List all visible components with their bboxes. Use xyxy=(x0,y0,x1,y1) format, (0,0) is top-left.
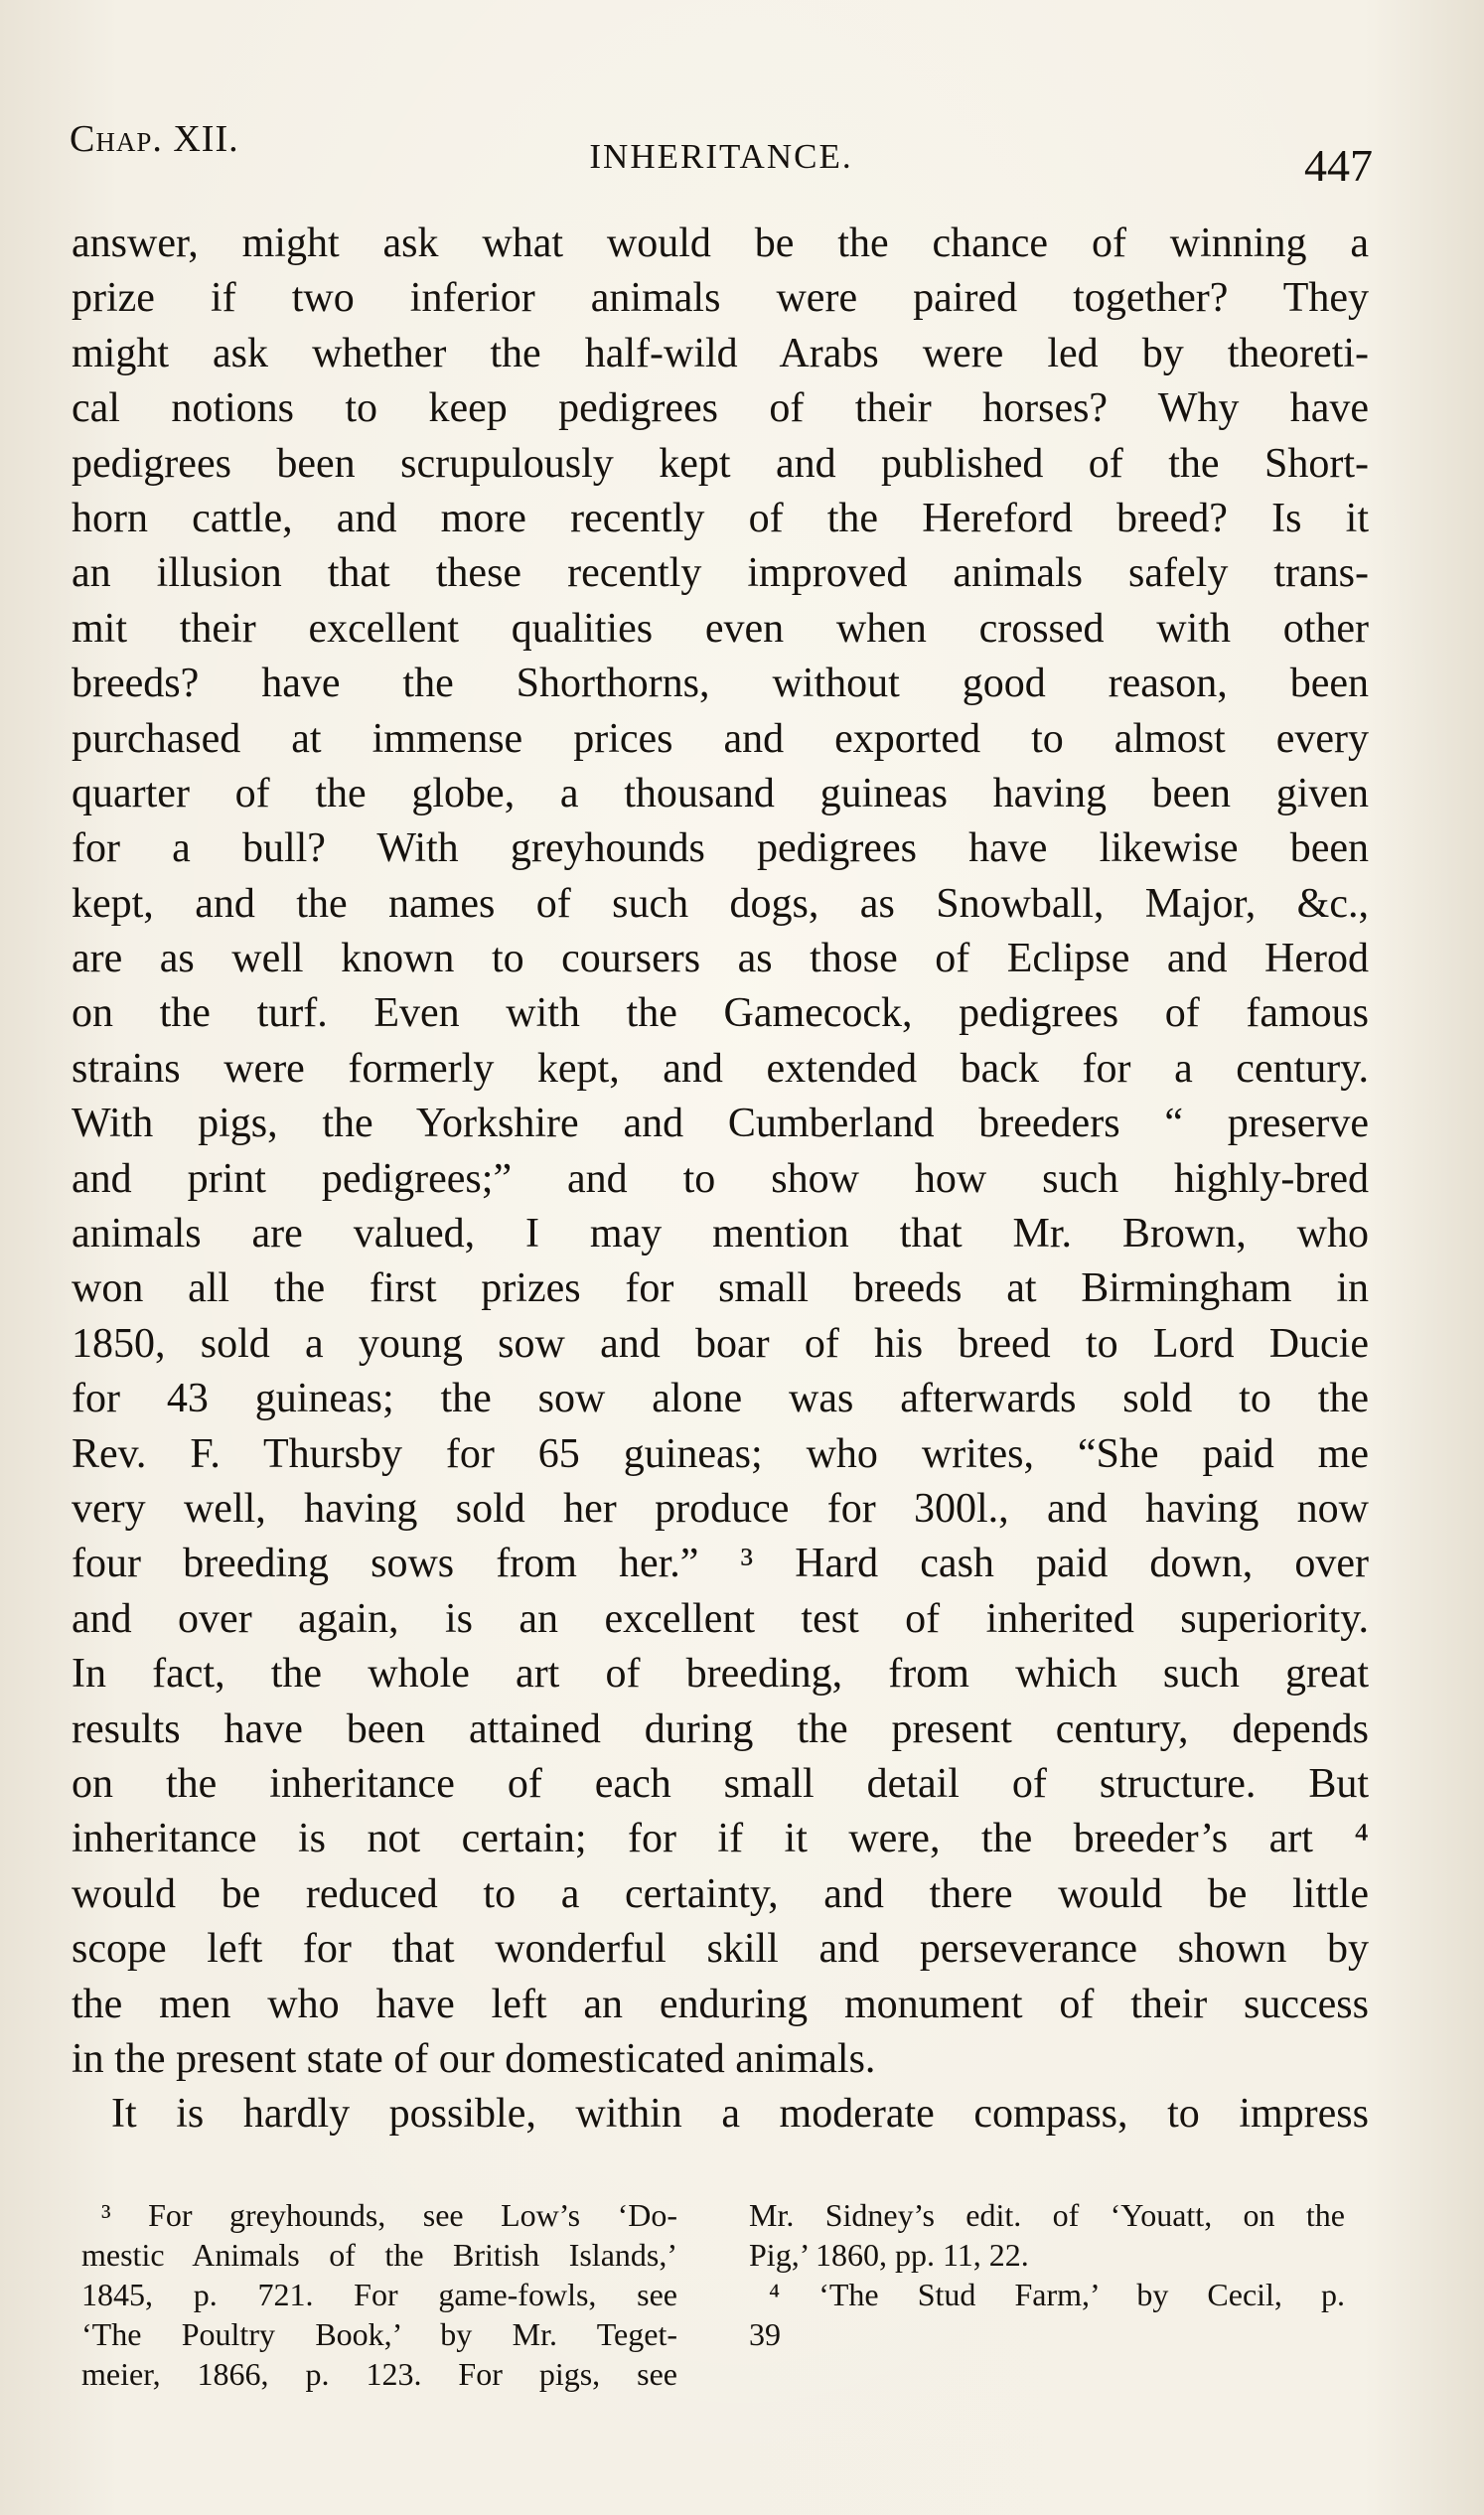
text-line: and print pedigrees;” and to show how such highly-bred xyxy=(72,1155,1369,1202)
text-line: horn cattle, and more recently of the Hereford breed? Is it xyxy=(72,495,1369,541)
chapter-label: Chap. XII. xyxy=(70,118,239,160)
footnote-line: Pig,’ 1860, pp. 11, 22. xyxy=(749,2237,1029,2273)
text-line: on the inheritance of each small detail of structure. But xyxy=(72,1760,1369,1807)
text-line: the men who have left an enduring monument of their success xyxy=(72,1981,1369,2027)
text-line: for a bull? With greyhounds pedigrees have likewise been xyxy=(72,825,1369,872)
text-line: cal notions to keep pedigrees of their horses? Why have xyxy=(72,385,1369,432)
text-line: would be reduced to a certainty, and there would be little xyxy=(72,1870,1369,1917)
text-line: breeds? have the Shorthorns, without good reason, been xyxy=(72,661,1369,707)
footnote-line: mestic Animals of the British Islands,’ xyxy=(81,2237,677,2273)
text-line: scope left for that wonderful skill and perseverance shown by xyxy=(72,1926,1369,1973)
text-line: very well, having sold her produce for 300l., and having now xyxy=(72,1485,1369,1532)
text-line: mit their excellent qualities even when crossed with other xyxy=(72,605,1369,652)
text-line: on the turf. Even with the Gamecock, pedigrees of famous xyxy=(72,990,1369,1037)
text-line: prize if two inferior animals were paired together? They xyxy=(72,275,1369,322)
text-line: kept, and the names of such dogs, as Snowball, Major, &c., xyxy=(72,880,1369,927)
footnote-line: 39 xyxy=(749,2316,781,2352)
footnote-line: ⁴ ‘The Stud Farm,’ by Cecil, p. xyxy=(769,2277,1345,2312)
text-line: and over again, is an excellent test of inherited superiority. xyxy=(72,1595,1369,1642)
text-line: four breeding sows from her.” ³ Hard cash paid down, over xyxy=(72,1541,1369,1587)
footnote-column-right xyxy=(749,2195,1345,2354)
running-title: INHERITANCE. xyxy=(589,137,853,176)
page-number: 447 xyxy=(1304,140,1373,191)
footnote-line: Mr. Sidney’s edit. of ‘Youatt, on the xyxy=(749,2197,1345,2233)
text-line: inheritance is not certain; for if it were, the breeder’s art ⁴ xyxy=(72,1816,1369,1862)
footnote-line: ³ For greyhounds, see Low’s ‘Do- xyxy=(101,2197,677,2233)
text-line: strains were formerly kept, and extended back for a century. xyxy=(72,1045,1369,1092)
footnote-line: ‘The Poultry Book,’ by Mr. Teget- xyxy=(81,2316,677,2352)
text-line: purchased at immense prices and exported to almost every xyxy=(72,715,1369,762)
text-line: quarter of the globe, a thousand guineas having been given xyxy=(72,770,1369,816)
text-line: might ask whether the half-wild Arabs were led by theoreti- xyxy=(72,330,1369,376)
text-line: an illusion that these recently improved animals safely trans- xyxy=(72,550,1369,597)
text-line: results have been attained during the present century, depends xyxy=(72,1705,1369,1752)
text-line: In fact, the whole art of breeding, from which such great xyxy=(72,1651,1369,1698)
text-line: animals are valued, I may mention that Mr. Brown, who xyxy=(72,1211,1369,1258)
text-line: 1850, sold a young sow and boar of his breed to Lord Ducie xyxy=(72,1320,1369,1367)
text-line: won all the first prizes for small breeds at Birmingham in xyxy=(72,1265,1369,1312)
text-line: pedigrees been scrupulously kept and published of the Short- xyxy=(72,440,1369,487)
page-header xyxy=(70,117,1373,197)
text-line: for 43 guineas; the sow alone was afterwards sold to the xyxy=(72,1376,1369,1422)
main-text xyxy=(72,217,1369,2143)
footnote-line: meier, 1866, p. 123. For pigs, see xyxy=(81,2356,677,2392)
text-line: With pigs, the Yorkshire and Cumberland breeders “ preserve xyxy=(72,1101,1369,1147)
paragraph-end-line: in the present state of our domesticated animals. xyxy=(72,2035,876,2082)
footnote-line: 1845, p. 721. For game-fowls, see xyxy=(81,2277,677,2312)
text-line: answer, might ask what would be the chance of winning a xyxy=(72,221,1369,266)
footnote-column-left xyxy=(81,2195,677,2394)
text-line: Rev. F. Thursby for 65 guineas; who writes, “She paid me xyxy=(72,1430,1369,1477)
paragraph-start-line: It is hardly possible, within a moderate compass, to impress xyxy=(111,2091,1369,2138)
text-line: are as well known to coursers as those of Eclipse and Herod xyxy=(72,936,1369,982)
